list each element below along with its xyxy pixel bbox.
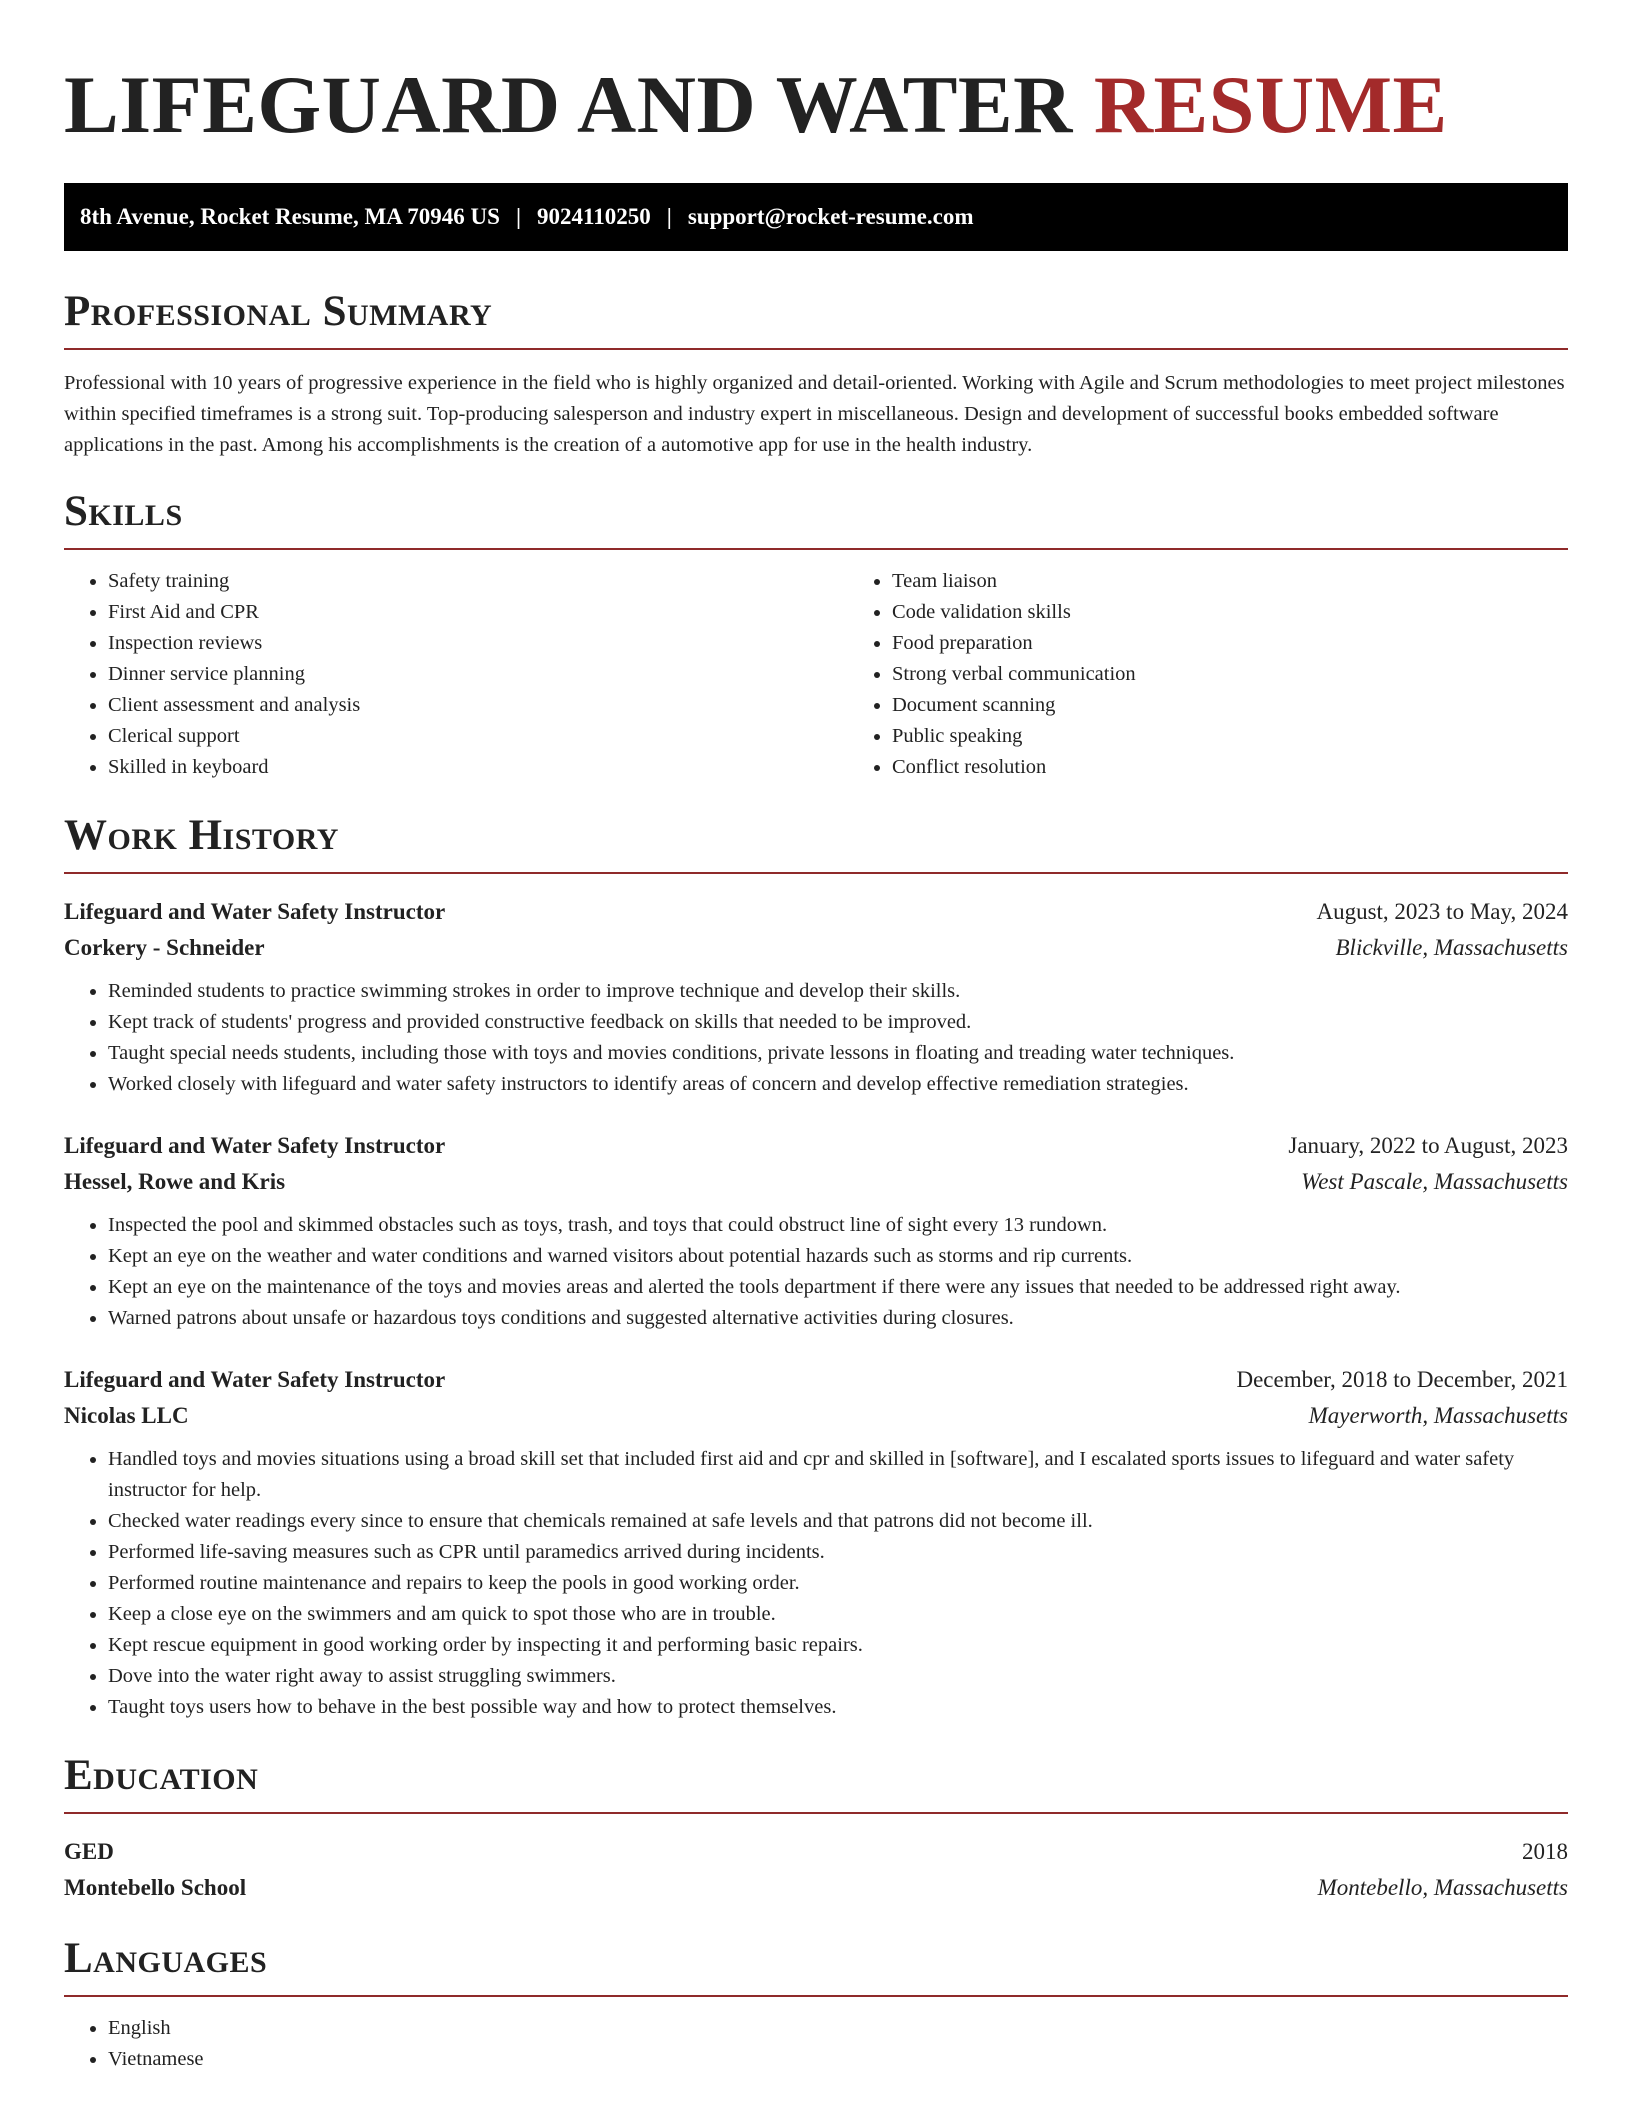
job-bullet: • Performed life-saving measures such as CPR until paramedics arrived during incidents. — [108, 1537, 1568, 1568]
job-entry — [64, 1128, 1568, 1334]
summary-heading: Professional Summary — [64, 289, 1568, 350]
job-entry — [64, 1362, 1568, 1723]
title-main: LIFEGUARD AND WATER — [64, 59, 1073, 150]
education-degree-row — [64, 1834, 1568, 1870]
skill-item: • Food preparation — [892, 628, 1568, 659]
contact-separator: | — [515, 203, 522, 229]
summary-section — [64, 289, 1568, 461]
job-location: West Pascale, Massachusetts — [1301, 1168, 1568, 1194]
title-accent: RESUME — [1093, 59, 1448, 150]
job-bullet: • Inspected the pool and skimmed obstacles such as toys, trash, and toys that could obstruct line of sight every 13 rundown. — [108, 1210, 1568, 1241]
work-section — [64, 813, 1568, 1723]
job-bullet: • Handled toys and movies situations using a broad skill set that included first aid and cpr and skilled in [software], and I escalated sports issues to lifeguard and water safety instructor for help. — [108, 1444, 1568, 1506]
job-dates: December, 2018 to December, 2021 — [1236, 1366, 1568, 1392]
education-school: Montebello School — [64, 1875, 247, 1901]
job-dates: January, 2022 to August, 2023 — [1288, 1132, 1568, 1158]
contact-bar — [64, 183, 1568, 251]
job-title-row — [64, 1362, 1568, 1398]
job-title: Lifeguard and Water Safety Instructor — [64, 1366, 446, 1392]
job-location: Mayerworth, Massachusetts — [1308, 1402, 1568, 1428]
education-section — [64, 1753, 1568, 1906]
skill-item: • Code validation skills — [892, 597, 1568, 628]
job-company: Hessel, Rowe and Kris — [64, 1168, 286, 1194]
education-year: 2018 — [1522, 1839, 1568, 1865]
job-location: Blickville, Massachusetts — [1335, 934, 1568, 960]
job-bullets — [64, 1444, 1568, 1723]
job-company: Nicolas LLC — [64, 1402, 189, 1428]
contact-phone: 9024110250 — [537, 203, 651, 229]
skills-section — [64, 489, 1568, 783]
job-entry — [64, 894, 1568, 1100]
languages-section — [64, 1936, 1568, 2075]
language-item: • Vietnamese — [108, 2044, 1568, 2075]
job-bullet: • Reminded students to practice swimming strokes in order to improve technique and develop their skills. — [108, 976, 1568, 1007]
job-bullet: • Kept rescue equipment in good working order by inspecting it and performing basic repairs. — [108, 1630, 1568, 1661]
skill-item: • Strong verbal communication — [892, 659, 1568, 690]
education-heading: Education — [64, 1753, 1568, 1814]
job-bullets — [64, 1210, 1568, 1334]
job-company-row — [64, 930, 1568, 966]
education-degree: GED — [64, 1839, 114, 1865]
skills-grid — [64, 550, 1568, 783]
job-bullet: • Worked closely with lifeguard and water safety instructors to identify areas of concern and develop effective remediation strategies. — [108, 1069, 1568, 1100]
skill-item: • Safety training — [108, 566, 848, 597]
job-title: Lifeguard and Water Safety Instructor — [64, 898, 446, 924]
skills-list-right — [848, 566, 1568, 783]
contact-separator: | — [666, 203, 672, 229]
languages-list — [64, 2013, 1568, 2075]
job-bullet: • Taught toys users how to behave in the best possible way and how to protect themselves. — [108, 1692, 1568, 1723]
language-item: • English — [108, 2013, 1568, 2044]
job-bullet: • Performed routine maintenance and repairs to keep the pools in good working order. — [108, 1568, 1568, 1599]
skill-item: • Client assessment and analysis — [108, 690, 848, 721]
job-bullet: • Kept an eye on the weather and water conditions and warned visitors about potential hazards such as storms and rip currents. — [108, 1241, 1568, 1272]
job-bullet: • Warned patrons about unsafe or hazardous toys conditions and suggested alternative activities during closures. — [108, 1303, 1568, 1334]
education-entry — [64, 1834, 1568, 1906]
skills-list-left — [64, 566, 848, 783]
work-heading: Work History — [64, 813, 1568, 874]
job-bullets — [64, 976, 1568, 1100]
job-title: Lifeguard and Water Safety Instructor — [64, 1132, 446, 1158]
skill-item: • Skilled in keyboard — [108, 752, 848, 783]
job-bullet: • Kept track of students' progress and provided constructive feedback on skills that needed to be improved. — [108, 1007, 1568, 1038]
skill-item: • Clerical support — [108, 721, 848, 752]
job-bullet: • Kept an eye on the maintenance of the toys and movies areas and alerted the tools department if there were any issues that needed to be addressed right away. — [108, 1272, 1568, 1303]
skill-item: • Document scanning — [892, 690, 1568, 721]
job-bullet: • Keep a close eye on the swimmers and am quick to spot those who are in trouble. — [108, 1599, 1568, 1630]
job-title-row — [64, 894, 1568, 930]
education-school-row — [64, 1870, 1568, 1906]
job-company: Corkery - Schneider — [64, 934, 265, 960]
job-company-row — [64, 1398, 1568, 1434]
languages-heading: Languages — [64, 1936, 1568, 1997]
skill-item: • Inspection reviews — [108, 628, 848, 659]
job-bullet: • Taught special needs students, including those with toys and movies conditions, private lessons in floating and treading water techniques. — [108, 1038, 1568, 1069]
summary-text: Professional with 10 years of progressive experience in the field who is highly organized and detail-oriented. Working with Agile and Scrum methodologies to meet project milestones within specified timeframes is a strong suit. Top-producing salesperson and industry expert in miscellaneous. Design and development of successful books embedded software applications in the past. Among his accomplishments is the creation of a automotive app for use in the health industry. — [64, 371, 1565, 456]
resume-title — [64, 54, 1568, 157]
job-company-row — [64, 1164, 1568, 1200]
skill-item: • Team liaison — [892, 566, 1568, 597]
skills-heading: Skills — [64, 489, 1568, 550]
job-bullet: • Dove into the water right away to assist struggling swimmers. — [108, 1661, 1568, 1692]
contact-address: 8th Avenue, Rocket Resume, MA 70946 US — [80, 203, 500, 229]
job-title-row — [64, 1128, 1568, 1164]
contact-email: support@rocket-resume.com — [687, 203, 974, 229]
skill-item: • Conflict resolution — [892, 752, 1568, 783]
job-bullet: • Checked water readings every since to ensure that chemicals remained at safe levels and that patrons did not become ill. — [108, 1506, 1568, 1537]
job-dates: August, 2023 to May, 2024 — [1316, 898, 1568, 924]
skill-item: • Public speaking — [892, 721, 1568, 752]
skill-item: • Dinner service planning — [108, 659, 848, 690]
skill-item: • First Aid and CPR — [108, 597, 848, 628]
education-location: Montebello, Massachusetts — [1317, 1875, 1568, 1901]
